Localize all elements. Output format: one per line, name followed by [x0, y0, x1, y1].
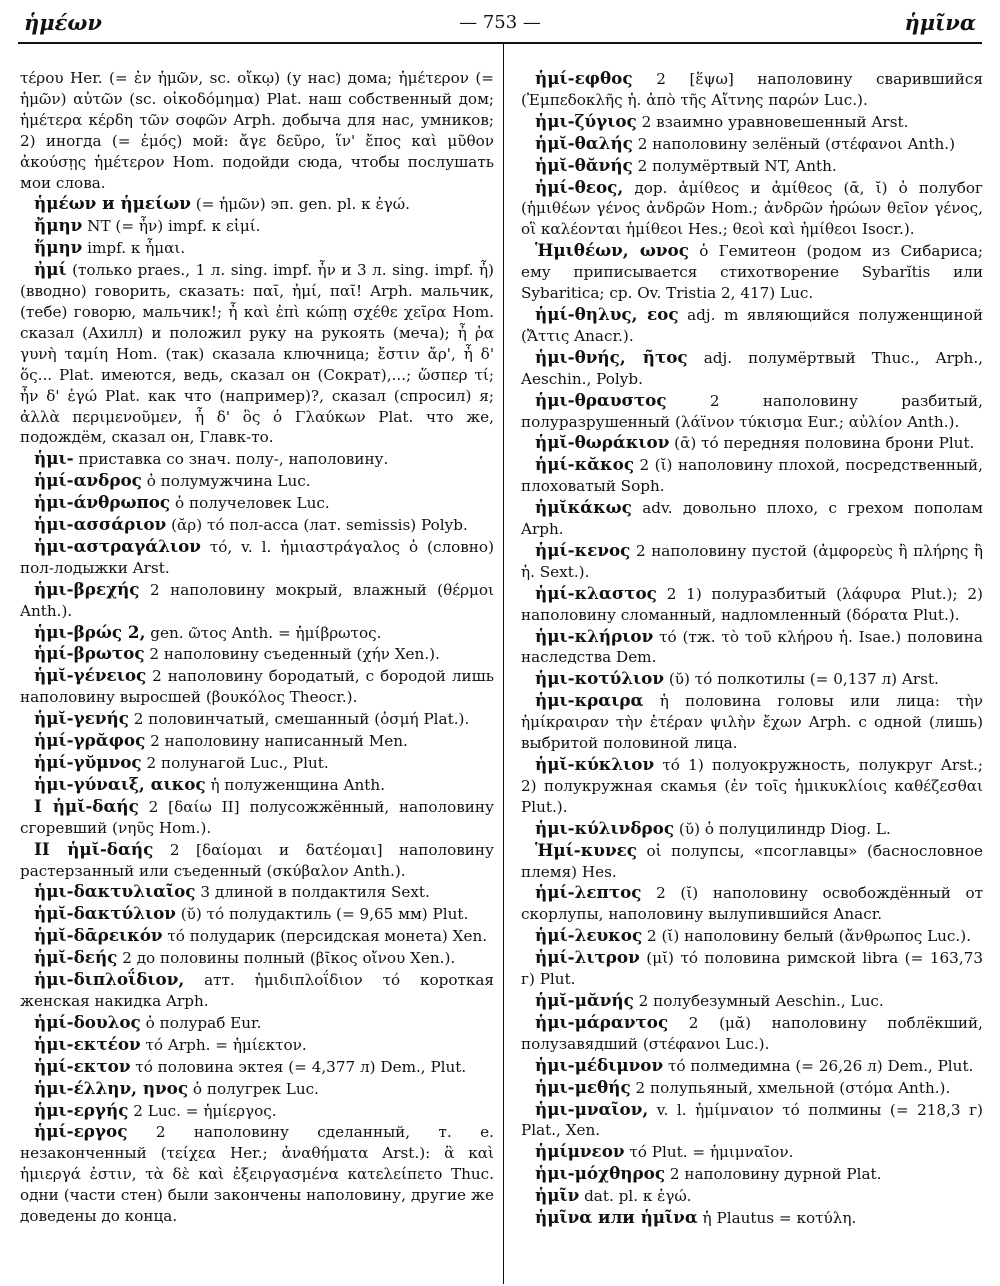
- dictionary-entry: [20, 492, 494, 514]
- headword: ἡμῐ-μᾰνής: [535, 989, 634, 1010]
- dictionary-entry: [20, 1012, 494, 1034]
- definition: 2 полунагой Luc., Plut.: [141, 754, 329, 772]
- dictionary-entry: [521, 583, 983, 626]
- dictionary-entry: [521, 497, 983, 540]
- definition: 2 взаимно уравновешенный Arst.: [636, 112, 909, 131]
- definition: (ῠ) τό полудактиль (= 9,65 мм) Plut.: [175, 905, 469, 924]
- definition: 2 наполовину пустой (ἀμφορεὺς ἢ πλήρης ἢ ἡ. Sext.).: [521, 541, 983, 581]
- left-column: [20, 68, 494, 1227]
- dictionary-entry: [20, 448, 494, 470]
- headword: ἡμί-θεος,: [535, 176, 624, 197]
- definition: 2 наполовину мокрый, влажный (θέρμοι Anth.).: [20, 580, 494, 620]
- definition: (ῠ) ὁ полуцилиндр Diog. L.: [674, 819, 891, 838]
- dictionary-entry: [521, 990, 983, 1012]
- headword: ἡμι-γύναιξ, αικος: [34, 773, 206, 794]
- dictionary-entry: [20, 796, 494, 839]
- dictionary-entry: [521, 68, 983, 111]
- definition: 2 полупьяный, хмельной (στόμα Anth.).: [630, 1078, 951, 1097]
- definition: (μῐ) τό половина римской libra (= 163,73 г) Plut.: [521, 949, 983, 989]
- definition: 3 длиной в полдактиля Sext.: [195, 883, 430, 902]
- headword: ἡμί-γρᾰφος: [34, 730, 146, 751]
- dictionary-entry: [20, 708, 494, 730]
- headword: ἡμι-εργής: [34, 1099, 129, 1120]
- definition: adv. довольно плохо, с грехом пополам Arph.: [521, 499, 983, 539]
- definition: 2 наполовину зелёный (στέφανοι Anth.): [632, 134, 956, 153]
- definition: gen. ῶτος Anth. = ἡμίβρωτος.: [145, 623, 382, 642]
- dictionary-entry: [521, 111, 983, 133]
- dictionary-entry: [20, 947, 494, 969]
- headword: ἡμι-δακτυλιαῖος: [34, 881, 196, 902]
- definition: τό, v. l. ἡμιαστράγαλος ὁ (словно) пол-лодыжки Arst.: [20, 537, 494, 577]
- headword: ἡμῐ-δεής: [34, 947, 118, 968]
- definition: 2 до половины полный (βῖκος οἴνου Xen.).: [117, 949, 456, 968]
- definition: (только praes., 1 л. sing. impf. ἦν и 3 л. sing. impf. ἦ) (вводно) говорить, сказать: παῖ, ἠμί, παῖ! Arph. мальчик, (тебе) говорю, мальчик!; ἦ καὶ ἐπὶ κώπῃ σχέθε χεῖρα Hom. сказал (Ахилл) и положил руку на рукоять (меча); ἦ ῥα γυνὴ ταμίη Hom. (так) сказала ключница; ἔστιν ἄρ', ἦ δ' ὅς... Plat. имеются, ведь, сказал он (Сократ),...; ὥσπερ τί; ἦν δ' ἐγώ Plat. как что (например)?, сказал (спросил) я; ἀλλὰ περιμενοῦμεν, ἦ δ' ὃς ὁ Γλαύκων Plat. что же, подождём, сказал он, Главк-то.: [20, 261, 494, 447]
- definition: (ᾰρ) τό пол-асса (лат. semissis) Polyb.: [166, 516, 468, 535]
- definition: τό Arph. = ἡμίεκτον.: [140, 1035, 307, 1054]
- headword: ἡμι-μέδιμνον: [535, 1054, 664, 1075]
- dictionary-entry: [20, 514, 494, 536]
- dictionary-entry: [521, 1099, 983, 1142]
- header-rule: [18, 42, 982, 44]
- headword: ἡμι-εκτέον: [34, 1033, 141, 1054]
- dictionary-entry: [20, 774, 494, 796]
- dictionary-entry: [20, 1034, 494, 1056]
- dictionary-entry: [521, 304, 983, 347]
- dictionary-entry: [521, 690, 983, 754]
- right-column: [521, 68, 983, 1229]
- dictionary-entry: [20, 881, 494, 903]
- definition: 2 наполовину бородатый, с бородой лишь наполовину выросшей (βουκόλος Theocr.).: [20, 667, 494, 707]
- dictionary-entry: [20, 579, 494, 622]
- headword: ἡμί-λευκος: [535, 925, 643, 946]
- headword: ἡμι-θνής, ῆτος: [535, 346, 688, 367]
- headword: ἡμι-κλήριον: [535, 625, 654, 646]
- dictionary-entry: [20, 215, 494, 237]
- definition: ἡ Plautus = κοτύλη.: [697, 1209, 857, 1228]
- headword: ἡμίμνεον: [535, 1141, 625, 1162]
- definition: 2 (ῐ) наполовину освобождённый от скорлупы, наполовину вылупившийся Anacr.: [521, 884, 983, 924]
- dictionary-entry: [20, 903, 494, 925]
- definition: дор. ἁμίθεος и ἀμίθεος (ᾱ, ῐ) ὁ полубог (ἡμιθέων γένος ἀνδρῶν Hom.; ἀνδρῶν ἡρώων θεῖον γένος, οἳ καλέονται ἡμίθεοι Hes.; θεοὶ καὶ ἡμίθεοι Isocr.).: [521, 178, 983, 239]
- dictionary-entry: [521, 882, 983, 925]
- headword: ἡμι-βρώς 2,: [34, 621, 146, 642]
- definition: adj. m являющийся полуженщиной (Ἄττις Anacr.).: [521, 305, 984, 345]
- definition: 2 (μᾰ) наполовину поблёкший, полузавядший (στέφανοι Luc.).: [521, 1013, 983, 1053]
- definition: adj. полумёртвый Thuc., Arph., Aeschin., Polyb.: [521, 348, 983, 388]
- headword: ἡμῐ-θωράκιον: [535, 432, 670, 453]
- headword: ἥμην: [34, 237, 83, 258]
- definition: 2 наполовину сделанный, т. е. незаконченный (τείχεα Her.; ἀναθήματα Arst.): ἃ καὶ ἡμιεργά ἐστιν, τὰ δὲ καὶ ἐξειργασμένα κατελείπετο Thuc. одни (части стен) были закончены наполовину, другие же доведены до конца.: [20, 1123, 494, 1226]
- headword: ἡμῐ-δακτύλιον: [34, 903, 176, 924]
- dictionary-entry: [521, 454, 983, 497]
- dictionary-entry: [20, 470, 494, 492]
- dictionary-entry: [521, 840, 983, 883]
- definition: ὁ получеловек Luc.: [170, 494, 330, 513]
- dictionary-entry: [521, 1077, 983, 1099]
- headword: ἡμι-μεθής: [535, 1076, 631, 1097]
- headword: ἡμί-γῠμνος: [34, 752, 142, 772]
- headword: ἡμῖνα или ἡμῖνα: [535, 1207, 698, 1228]
- definition: 2 наполовину разбитый, полуразрушенный (λάϊνον τύκισμα Eur.; αὐλίον Anth.).: [521, 391, 983, 431]
- dictionary-entry: [521, 432, 983, 454]
- headword: ἡμι-έλλην, ηνος: [34, 1077, 189, 1098]
- definition: v. l. ἡμίμναιον τό полмины (= 218,3 г) Plat., Xen.: [521, 1100, 983, 1140]
- headword: ἡμέων и ἡμείων: [34, 193, 191, 214]
- dictionary-entry: [20, 839, 494, 882]
- definition: 2 [δαίω II] полусожжённый, наполовину сгоревший (νηῦς Hom.).: [20, 797, 494, 837]
- definition: 2 наполовину написанный Men.: [145, 732, 408, 751]
- dictionary-entry: [20, 237, 494, 259]
- definition: ἡ полуженщина Anth.: [205, 775, 386, 794]
- definition: ὁ полумужчина Luc.: [141, 472, 311, 491]
- definition: (= ἡμῶν) эп. gen. pl. к ἐγώ.: [190, 195, 410, 214]
- definition: 2 полубезумный Aeschin., Luc.: [633, 991, 884, 1010]
- headword: ἡμί-κᾰκος: [535, 454, 635, 475]
- dictionary-entry: [521, 240, 983, 304]
- headword: ἡμῐ-θαλής: [535, 132, 633, 153]
- dictionary-entry: [521, 540, 983, 583]
- definition: οἱ полупсы, «псоглавцы» (баснословное племя) Hes.: [521, 841, 983, 881]
- headword: ἡμι-θραυστος: [535, 389, 667, 410]
- dictionary-entry: [521, 1185, 983, 1207]
- definition: τό полмедимна (= 26,26 л) Dem., Plut.: [663, 1056, 974, 1075]
- page-number: — 753 —: [459, 12, 541, 33]
- definition: 2 [ἕψω] наполовину сварившийся (Ἐμπεδοκλῆς ἡ. ἀπὸ τῆς Αἴτνης παρών Luc.).: [521, 70, 983, 109]
- definition: 2 1) полуразбитый (λάφυρα Plut.); 2) наполовину сломанный, надломленный (δόρατα Plut.).: [521, 584, 983, 624]
- headword: I ἡμῐ-δαής: [34, 795, 139, 816]
- column-divider: [503, 44, 504, 1284]
- headword: ἡμῐ-δᾱρεικόν: [34, 925, 163, 946]
- headword: ἡμί-κενος: [535, 539, 631, 560]
- definition: 2 половинчатый, смешанный (ὀσμή Plat.).: [128, 710, 470, 729]
- headword: ἡμι-: [34, 448, 74, 469]
- definition: атт. ἡμιδιπλοΐδιον τό короткая женская накидка Arph.: [20, 971, 494, 1010]
- dictionary-entry: [20, 1100, 494, 1122]
- headword: ἡμῐ-γενής: [34, 708, 129, 729]
- definition: 2 (ῐ) наполовину плохой, посредственный, плоховатый Soph.: [521, 456, 983, 496]
- headword: ἡμι-μναῖον,: [535, 1098, 649, 1119]
- dictionary-entry: [521, 1012, 983, 1055]
- headword: ἤμην: [34, 215, 83, 236]
- headword: ἡμί-κλαστος: [535, 582, 657, 603]
- dictionary-entry: [20, 622, 494, 644]
- headword: ἡμι-μάραντος: [535, 1011, 669, 1032]
- dictionary-entry: [521, 1207, 983, 1229]
- page-header: [0, 0, 1000, 44]
- dictionary-entry: [20, 193, 494, 215]
- definition: ἡ половина головы или лица: τὴν ἡμίκραιραν τὴν ἑτέραν ψιλὴν ἔχων Arph. с одной (лишь) выбритой половиной лица.: [521, 692, 983, 753]
- headword: ἡμι-κοτύλιον: [535, 668, 664, 689]
- dictionary-entry: [521, 1055, 983, 1077]
- definition: τό полударик (персидская монета) Xen.: [162, 927, 488, 946]
- headword: ἡμι-ασσάριον: [34, 514, 167, 535]
- dictionary-entry: [521, 668, 983, 690]
- dictionary-entry: [20, 259, 494, 448]
- dictionary-entry: [20, 969, 494, 1012]
- dictionary-entry: [20, 1056, 494, 1078]
- dictionary-entry: [521, 947, 983, 990]
- dictionary-entry: [20, 643, 494, 665]
- headword: ἡμι-κραιρα: [535, 690, 644, 711]
- dictionary-entry: [521, 177, 983, 241]
- dictionary-entry: [521, 390, 983, 433]
- definition: τό (тж. τὸ τοῦ κλήρου ἡ. Isae.) половина наследства Dem.: [521, 627, 983, 667]
- dictionary-entry: [521, 133, 983, 155]
- headword: ἡμί-εκτον: [34, 1055, 131, 1076]
- headword: Ἡμιθέων, ωνος: [535, 240, 689, 261]
- dictionary-entry: [521, 1163, 983, 1185]
- running-head-left: ἡμέων: [24, 10, 102, 35]
- definition: ὁ полураб Eur.: [140, 1013, 262, 1032]
- dictionary-entry: [20, 1121, 494, 1227]
- definition: τέρου Her. (= ἐν ἡμῶν, sc. οἴκῳ) (у нас) дома; ἡμέτερον (= ἡμῶν) αὐτῶν (sc. οἰκοδόμημα) Plat. наш собственный дом; ἡμέτερα κέρδη τῶν σοφῶν Arph. добыча для нас, умников; 2) иногда (= ἐμός) мой: ἄγε δεῦρο, ἵν' ἔπος καὶ μῦθον ἀκούσῃς ἡμέτερον Hom. подойди сюда, чтобы послушать мои слова.: [20, 69, 494, 192]
- headword: ἠμί: [34, 259, 67, 280]
- headword: ἡμι-βρεχής: [34, 578, 140, 599]
- headword: ἡμί-εφθος: [535, 68, 633, 88]
- dictionary-entry: [521, 155, 983, 177]
- definition: NT (= ἦν) impf. к εἰμί.: [82, 217, 261, 236]
- headword: ἡμῖν: [535, 1185, 580, 1206]
- definition: dat. pl. к ἐγώ.: [579, 1187, 692, 1206]
- dictionary-entry: [521, 626, 983, 669]
- dictionary-entry: [20, 68, 494, 193]
- dictionary-entry: [521, 818, 983, 840]
- definition: 2 Luc. = ἡμίεργος.: [128, 1101, 277, 1120]
- definition: ὁ полугрек Luc.: [188, 1079, 319, 1098]
- definition: τό Plut. = ἡμιμναῖον.: [624, 1143, 794, 1162]
- headword: ἡμι-μόχθηρος: [535, 1163, 666, 1184]
- headword: ἡμί-θηλυς, εος: [535, 303, 679, 324]
- definition: 2 (ῐ) наполовину белый (ἄνθρωπος Luc.).: [642, 927, 972, 946]
- dictionary-entry: [521, 1141, 983, 1163]
- headword: ἡμί-εργος: [34, 1121, 128, 1142]
- dictionary-entry: [20, 1078, 494, 1100]
- headword: ἡμι-άνθρωπος: [34, 492, 171, 513]
- headword: ἡμι-διπλοΐδιον,: [34, 969, 185, 990]
- dictionary-entry: [20, 752, 494, 774]
- dictionary-entry: [20, 730, 494, 752]
- headword: ἡμῐ-γένειος: [34, 665, 147, 686]
- definition: приставка со знач. полу-, наполовину.: [73, 450, 389, 469]
- dictionary-entry: [20, 665, 494, 708]
- definition: ὁ Гемитеон (родом из Сибариса; ему приписывается стихотворение Sybarĭtis или Sybaritica; ср. Ov. Tristia 2, 417) Luc.: [521, 242, 983, 303]
- dictionary-entry: [521, 754, 983, 818]
- headword: ἡμί-δουλος: [34, 1011, 141, 1032]
- definition: 2 [δαίομαι и δατέομαι] наполовину растерзанный или съеденный (σκύβαλον Anth.).: [20, 840, 494, 880]
- headword: ἡμί-βρωτος: [34, 643, 145, 664]
- headword: Ἡμί-κυνες: [535, 839, 638, 860]
- definition: (ᾱ) τό передняя половина брони Plut.: [669, 434, 975, 453]
- definition: 2 наполовину съеденный (χήν Xen.).: [144, 645, 440, 664]
- headword: ἡμί-λεπτος: [535, 882, 642, 903]
- definition: 2 полумёртвый NT, Anth.: [632, 156, 837, 175]
- definition: 2 наполовину дурной Plat.: [665, 1165, 882, 1184]
- dictionary-entry: [20, 536, 494, 579]
- headword: II ἡμῐ-δαής: [34, 838, 154, 859]
- headword: ἡμι-ζύγιος: [535, 110, 637, 131]
- dictionary-entry: [521, 925, 983, 947]
- dictionary-entry: [521, 347, 983, 390]
- definition: τό половина эктея (= 4,377 л) Dem., Plut.: [130, 1057, 467, 1076]
- running-head-right: ἡμῖνα: [904, 10, 976, 35]
- headword: ἡμι-κύλινδρος: [535, 817, 675, 838]
- definition: τό 1) полуокружность, полукруг Arst.; 2) полукружная скамья (ἐν τοῖς ἡμικυκλίοις καθέζεσθαι Plut.).: [521, 756, 983, 816]
- headword: ἡμῐκάκως: [535, 497, 632, 518]
- headword: ἡμῐ-θᾰνής: [535, 154, 633, 175]
- dictionary-entry: [20, 925, 494, 947]
- headword: ἡμί-ανδρος: [34, 470, 142, 491]
- headword: ἡμῐ-κύκλιον: [535, 754, 655, 774]
- definition: impf. к ἧμαι.: [82, 239, 186, 258]
- definition: (ῠ) τό полкотилы (= 0,137 л) Arst.: [664, 670, 939, 689]
- headword: ἡμι-αστραγάλιον: [34, 535, 201, 556]
- headword: ἡμί-λιτρον: [535, 947, 640, 968]
